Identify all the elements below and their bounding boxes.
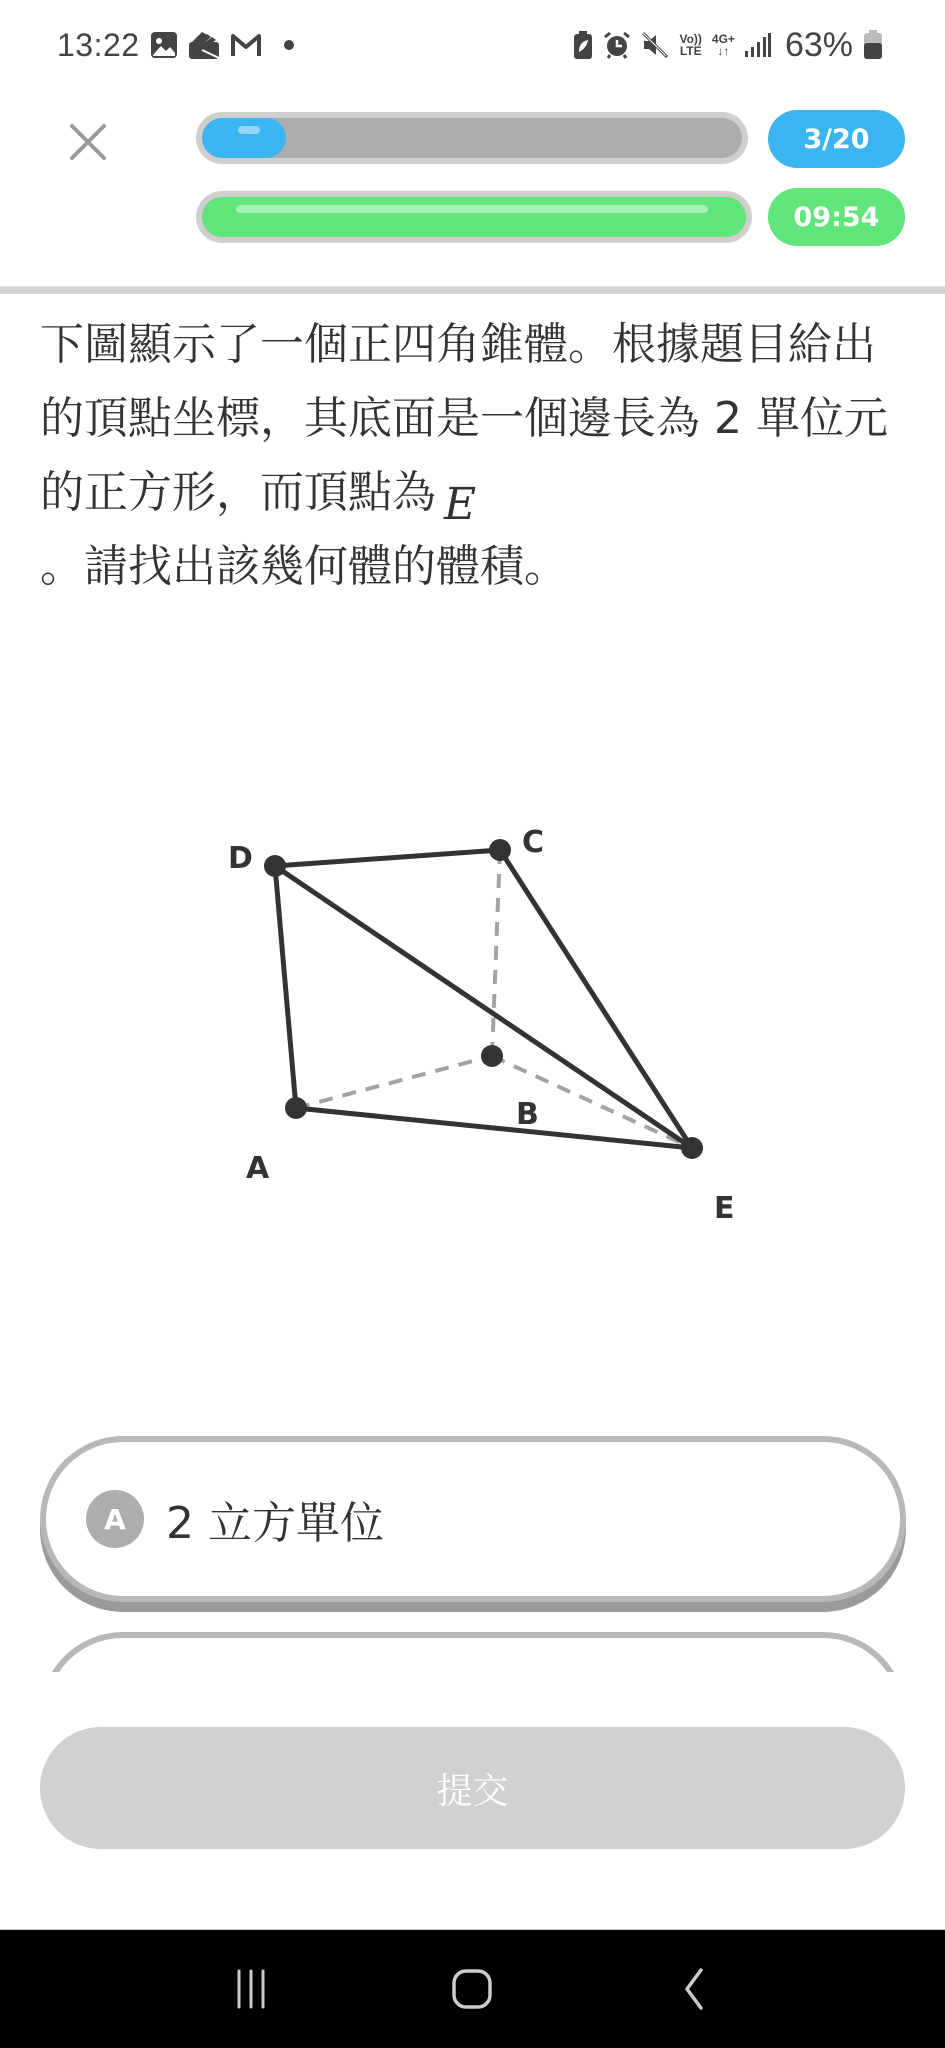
question-text-before: 下圖顯示了一個正四角錐體。根據題目給出的頂點坐標，其底面是一個邊長為 2 單位元的正方形，而頂點為 bbox=[40, 319, 888, 518]
status-bar-left bbox=[57, 27, 294, 64]
question-text bbox=[40, 308, 900, 604]
question-counter-badge: 3/20 bbox=[768, 110, 905, 168]
timer-badge: 09:54 bbox=[768, 188, 905, 246]
answer-option-a[interactable] bbox=[40, 1436, 906, 1602]
option-text: 2 立方單位 bbox=[166, 1498, 384, 1549]
status-bar-right bbox=[573, 26, 883, 65]
back-icon bbox=[679, 1968, 709, 2010]
mute-icon bbox=[641, 31, 669, 59]
pyramid-diagram bbox=[0, 780, 945, 1240]
timer-progress-fill bbox=[202, 197, 746, 237]
gmail-icon bbox=[230, 32, 262, 58]
battery-percent: 63% bbox=[784, 25, 853, 64]
vertex-label-e: E bbox=[714, 1191, 735, 1226]
recent-apps-icon bbox=[231, 1969, 271, 2009]
submit-button[interactable]: 提交 bbox=[40, 1727, 905, 1849]
option-letter-badge: A bbox=[86, 1490, 144, 1548]
battery-saver-icon bbox=[573, 31, 593, 59]
pyramid-svg bbox=[0, 780, 945, 1240]
question-text-after: 。請找出該幾何體的體積。 bbox=[40, 541, 568, 592]
home-icon bbox=[451, 1968, 493, 2010]
question-progress-bar bbox=[196, 112, 748, 164]
volte-top-text: Vo)) bbox=[679, 32, 702, 46]
alarm-icon bbox=[603, 31, 631, 59]
question-progress-fill bbox=[202, 118, 286, 158]
timer-progress-bar bbox=[196, 191, 752, 243]
volte-icon bbox=[679, 33, 701, 57]
math-variable: E bbox=[444, 479, 477, 530]
recent-apps-button[interactable] bbox=[211, 1959, 291, 2019]
vertex-label-d: D bbox=[228, 841, 253, 876]
signal-icon bbox=[745, 33, 771, 57]
4g-plus-icon bbox=[712, 33, 735, 57]
vertex-label-b: B bbox=[516, 1097, 539, 1132]
back-button[interactable] bbox=[654, 1959, 734, 2019]
notification-dot-icon bbox=[284, 40, 294, 50]
vertex-label-c: C bbox=[522, 825, 545, 860]
close-button[interactable] bbox=[66, 120, 110, 164]
volte-bottom-text: LTE bbox=[679, 44, 702, 58]
vertex-label-a: A bbox=[246, 1151, 270, 1186]
close-icon bbox=[69, 123, 107, 161]
home-button[interactable] bbox=[432, 1959, 512, 2019]
network-type-text: 4G+ bbox=[711, 32, 735, 46]
battery-icon bbox=[863, 30, 883, 60]
network-arrows-text: ↓↑ bbox=[717, 44, 730, 58]
gallery-icon bbox=[150, 31, 178, 59]
system-nav-bar bbox=[0, 1929, 945, 2048]
answer-options-list bbox=[0, 1420, 945, 1672]
answer-option-b[interactable] bbox=[40, 1632, 906, 1672]
app-stack-icon bbox=[188, 30, 220, 60]
header-divider bbox=[0, 286, 945, 294]
status-bar bbox=[0, 0, 945, 90]
clock: 13:22 bbox=[57, 26, 140, 63]
